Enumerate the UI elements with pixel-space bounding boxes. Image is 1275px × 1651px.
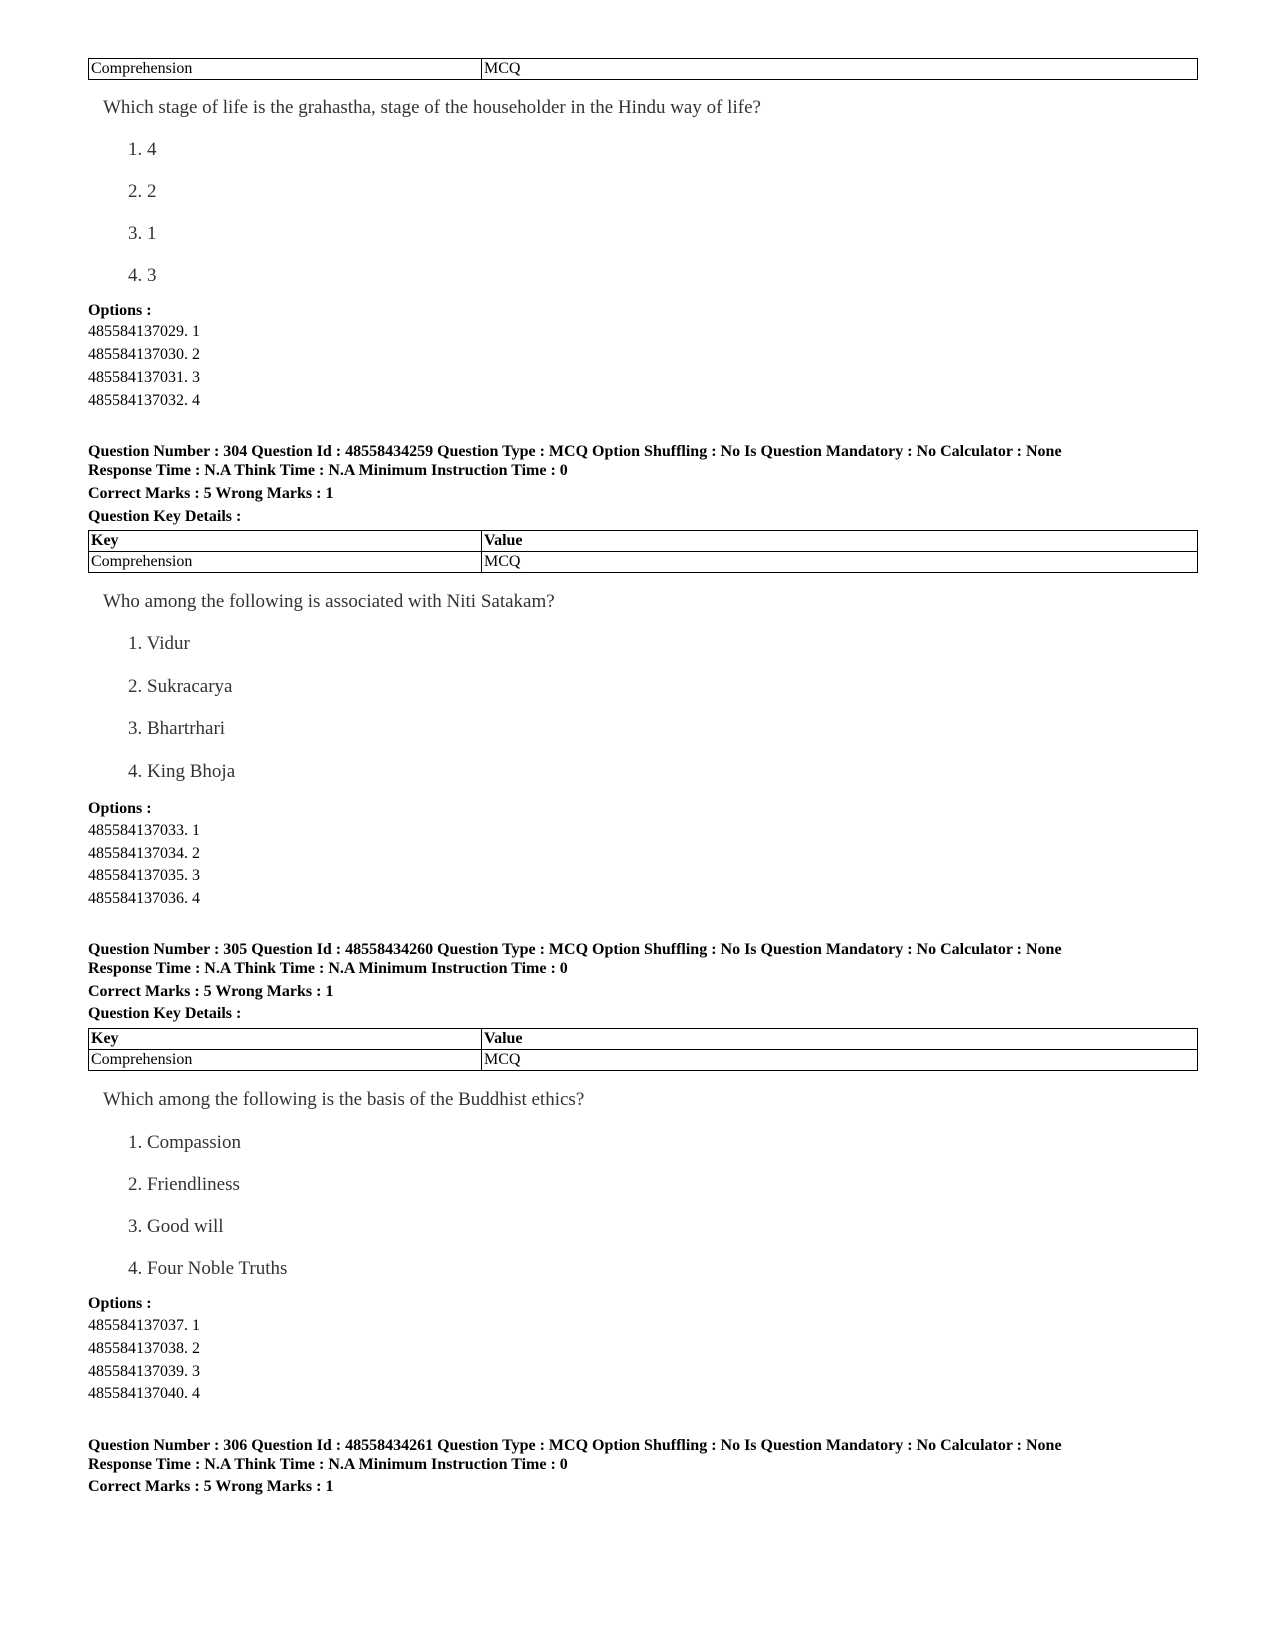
table-cell-value: MCQ xyxy=(482,552,1198,573)
choice-item: 1. Compassion xyxy=(128,1132,241,1153)
q305-key-table xyxy=(88,1028,1198,1071)
choice-item: 3. Bhartrhari xyxy=(128,718,226,739)
table-cell-key: Comprehension xyxy=(89,1050,482,1071)
question-header-line2: Response Time : N.A Think Time : N.A Minimum Instruction Time : 0 xyxy=(88,462,568,479)
table-row xyxy=(89,1050,1198,1071)
question-text: Which among the following is the basis of the Buddhist ethics? xyxy=(103,1089,585,1110)
option-id: 485584137040. 4 xyxy=(88,1385,200,1402)
option-id: 485584137035. 3 xyxy=(88,867,200,884)
table-header-key: Key xyxy=(89,1029,482,1050)
table-header-row xyxy=(89,1029,1198,1050)
table-header-value: Value xyxy=(482,531,1198,552)
question-header-line1: Question Number : 304 Question Id : 48558434259 Question Type : MCQ Option Shuffling : No Is Question Mandatory : No Calculator : None xyxy=(88,443,1062,460)
option-id: 485584137029. 1 xyxy=(88,323,200,340)
choice-item: 1. 4 xyxy=(128,139,157,160)
q303-key-table-block xyxy=(88,58,1198,80)
table-row xyxy=(89,552,1198,573)
question-marks: Correct Marks : 5 Wrong Marks : 1 xyxy=(88,1478,334,1495)
q304-key-table xyxy=(88,530,1198,573)
question-text: Which stage of life is the grahastha, stage of the householder in the Hindu way of life? xyxy=(103,97,761,118)
choice-item: 2. 2 xyxy=(128,181,157,202)
option-id: 485584137030. 2 xyxy=(88,346,200,363)
choice-item: 4. 3 xyxy=(128,265,157,286)
option-id: 485584137033. 1 xyxy=(88,822,200,839)
question-header-line2: Response Time : N.A Think Time : N.A Minimum Instruction Time : 0 xyxy=(88,960,568,977)
option-id: 485584137031. 3 xyxy=(88,369,200,386)
table-header-value: Value xyxy=(482,1029,1198,1050)
choice-item: 4. Four Noble Truths xyxy=(128,1258,288,1279)
table-cell-key: Comprehension xyxy=(89,552,482,573)
key-details-label: Question Key Details : xyxy=(88,508,242,525)
option-id: 485584137037. 1 xyxy=(88,1317,200,1334)
choice-item: 2. Sukracarya xyxy=(128,676,233,697)
choice-item: 2. Friendliness xyxy=(128,1174,240,1195)
q304-key-table-block xyxy=(88,530,1198,573)
question-header-line1: Question Number : 305 Question Id : 48558434260 Question Type : MCQ Option Shuffling : No Is Question Mandatory : No Calculator : None xyxy=(88,941,1062,958)
table-row xyxy=(89,59,1198,80)
options-label: Options : xyxy=(88,800,152,817)
question-marks: Correct Marks : 5 Wrong Marks : 1 xyxy=(88,983,334,1000)
table-cell-key: Comprehension xyxy=(89,59,482,80)
choice-item: 3. 1 xyxy=(128,223,157,244)
question-text: Who among the following is associated with Niti Satakam? xyxy=(103,591,555,612)
option-id: 485584137038. 2 xyxy=(88,1340,200,1357)
option-id: 485584137034. 2 xyxy=(88,845,200,862)
option-id: 485584137039. 3 xyxy=(88,1363,200,1380)
q303-key-table xyxy=(88,58,1198,80)
options-label: Options : xyxy=(88,302,152,319)
table-header-row xyxy=(89,531,1198,552)
table-header-key: Key xyxy=(89,531,482,552)
table-cell-value: MCQ xyxy=(482,1050,1198,1071)
question-header-line1: Question Number : 306 Question Id : 48558434261 Question Type : MCQ Option Shuffling : No Is Question Mandatory : No Calculator : None xyxy=(88,1437,1062,1454)
table-cell-value: MCQ xyxy=(482,59,1198,80)
question-header-line2: Response Time : N.A Think Time : N.A Minimum Instruction Time : 0 xyxy=(88,1456,568,1473)
choice-item: 1. Vidur xyxy=(128,633,190,654)
options-label: Options : xyxy=(88,1295,152,1312)
key-details-label: Question Key Details : xyxy=(88,1005,242,1022)
option-id: 485584137032. 4 xyxy=(88,392,200,409)
q305-key-table-block xyxy=(88,1028,1198,1071)
question-marks: Correct Marks : 5 Wrong Marks : 1 xyxy=(88,485,334,502)
option-id: 485584137036. 4 xyxy=(88,890,200,907)
choice-item: 3. Good will xyxy=(128,1216,224,1237)
choice-item: 4. King Bhoja xyxy=(128,761,236,782)
